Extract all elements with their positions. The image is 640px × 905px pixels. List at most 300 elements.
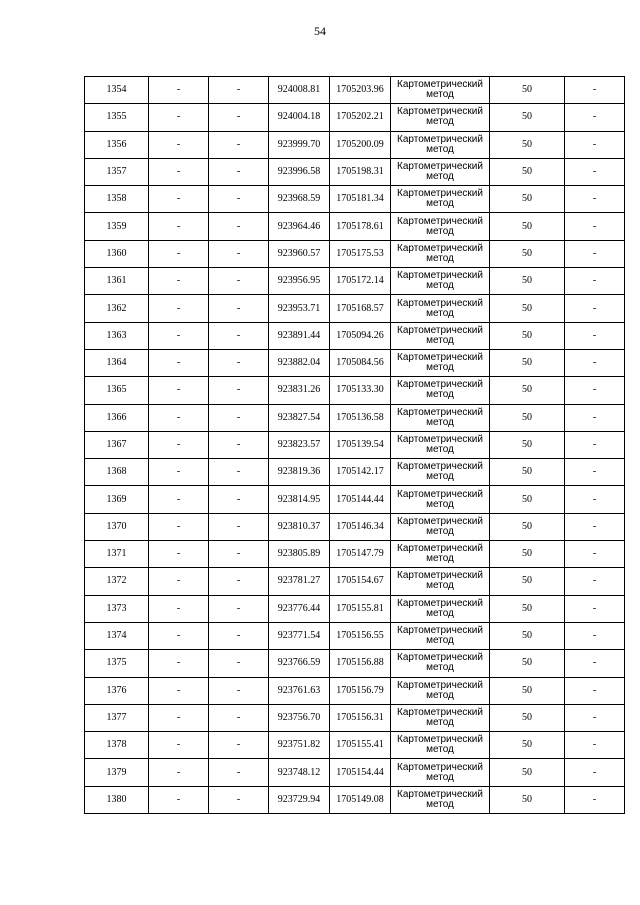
y-coordinate-cell: 1705142.17 (330, 459, 391, 486)
method-cell (391, 240, 490, 267)
accuracy-cell: 50 (490, 295, 565, 322)
method-label-line1: Картометрический (397, 597, 483, 609)
empty-cell: - (149, 541, 209, 568)
accuracy-cell: 50 (490, 486, 565, 513)
empty-cell: - (565, 131, 625, 158)
x-coordinate-cell: 923810.37 (269, 513, 330, 540)
empty-cell: - (149, 404, 209, 431)
empty-cell: - (209, 431, 269, 458)
empty-cell: - (209, 377, 269, 404)
method-label-line1: Картометрический (397, 406, 483, 418)
method-cell (391, 595, 490, 622)
accuracy-cell: 50 (490, 186, 565, 213)
y-coordinate-cell: 1705172.14 (330, 268, 391, 295)
accuracy-cell: 50 (490, 704, 565, 731)
table-row (85, 786, 625, 813)
empty-cell: - (149, 677, 209, 704)
accuracy-cell: 50 (490, 349, 565, 376)
table-row (85, 541, 625, 568)
empty-cell: - (149, 568, 209, 595)
method-cell (391, 622, 490, 649)
accuracy-cell: 50 (490, 677, 565, 704)
empty-cell: - (565, 486, 625, 513)
empty-cell: - (209, 295, 269, 322)
method-label-line1: Картометрический (397, 734, 483, 746)
empty-cell: - (149, 704, 209, 731)
empty-cell: - (209, 568, 269, 595)
y-coordinate-cell: 1705198.31 (330, 158, 391, 185)
empty-cell: - (209, 459, 269, 486)
method-cell (391, 431, 490, 458)
y-coordinate-cell: 1705146.34 (330, 513, 391, 540)
table-row (85, 268, 625, 295)
y-coordinate-cell: 1705178.61 (330, 213, 391, 240)
empty-cell: - (565, 650, 625, 677)
method-label-line2: метод (426, 389, 454, 401)
x-coordinate-cell: 924008.81 (269, 77, 330, 104)
empty-cell: - (565, 786, 625, 813)
method-cell (391, 404, 490, 431)
x-coordinate-cell: 923819.36 (269, 459, 330, 486)
point-number-cell: 1365 (85, 377, 149, 404)
empty-cell: - (565, 759, 625, 786)
empty-cell: - (209, 104, 269, 131)
method-label-line2: метод (426, 252, 454, 264)
y-coordinate-cell: 1705154.67 (330, 568, 391, 595)
table-row (85, 650, 625, 677)
x-coordinate-cell: 923996.58 (269, 158, 330, 185)
method-label-line1: Картометрический (397, 297, 483, 309)
y-coordinate-cell: 1705175.53 (330, 240, 391, 267)
empty-cell: - (565, 541, 625, 568)
point-number-cell: 1379 (85, 759, 149, 786)
empty-cell: - (209, 786, 269, 813)
table-row (85, 131, 625, 158)
accuracy-cell: 50 (490, 541, 565, 568)
empty-cell: - (565, 704, 625, 731)
point-number-cell: 1364 (85, 349, 149, 376)
point-number-cell: 1358 (85, 186, 149, 213)
method-cell (391, 677, 490, 704)
empty-cell: - (209, 732, 269, 759)
empty-cell: - (565, 322, 625, 349)
method-cell (391, 295, 490, 322)
x-coordinate-cell: 923891.44 (269, 322, 330, 349)
table-row (85, 104, 625, 131)
x-coordinate-cell: 923748.12 (269, 759, 330, 786)
method-cell (391, 158, 490, 185)
y-coordinate-cell: 1705156.79 (330, 677, 391, 704)
point-number-cell: 1361 (85, 268, 149, 295)
method-label-line2: метод (426, 89, 454, 101)
method-label-line1: Картометрический (397, 270, 483, 282)
empty-cell: - (149, 622, 209, 649)
point-number-cell: 1377 (85, 704, 149, 731)
table-row (85, 732, 625, 759)
method-label-line1: Картометрический (397, 706, 483, 718)
x-coordinate-cell: 923968.59 (269, 186, 330, 213)
coordinates-table (84, 76, 625, 814)
table-row (85, 213, 625, 240)
method-label-line1: Картометрический (397, 379, 483, 391)
y-coordinate-cell: 1705181.34 (330, 186, 391, 213)
table-row (85, 677, 625, 704)
empty-cell: - (565, 240, 625, 267)
accuracy-cell: 50 (490, 131, 565, 158)
method-label-line1: Картометрический (397, 133, 483, 145)
method-cell (391, 131, 490, 158)
point-number-cell: 1355 (85, 104, 149, 131)
accuracy-cell: 50 (490, 240, 565, 267)
empty-cell: - (149, 650, 209, 677)
empty-cell: - (209, 622, 269, 649)
page-number: 54 (314, 24, 326, 38)
method-label-line1: Картометрический (397, 434, 483, 445)
empty-cell: - (209, 240, 269, 267)
table-row (85, 377, 625, 404)
table-row (85, 186, 625, 213)
table-row (85, 459, 625, 486)
empty-cell: - (149, 322, 209, 349)
empty-cell: - (209, 268, 269, 295)
empty-cell: - (565, 158, 625, 185)
point-number-cell: 1372 (85, 568, 149, 595)
point-number-cell: 1354 (85, 77, 149, 104)
y-coordinate-cell: 1705202.21 (330, 104, 391, 131)
x-coordinate-cell: 923960.57 (269, 240, 330, 267)
method-cell (391, 759, 490, 786)
accuracy-cell: 50 (490, 622, 565, 649)
empty-cell: - (149, 268, 209, 295)
accuracy-cell: 50 (490, 77, 565, 104)
point-number-cell: 1369 (85, 486, 149, 513)
method-cell (391, 513, 490, 540)
accuracy-cell: 50 (490, 158, 565, 185)
method-cell (391, 704, 490, 731)
y-coordinate-cell: 1705200.09 (330, 131, 391, 158)
accuracy-cell: 50 (490, 513, 565, 540)
point-number-cell: 1371 (85, 541, 149, 568)
table-row (85, 295, 625, 322)
method-label-line2: метод (426, 771, 454, 783)
x-coordinate-cell: 923771.54 (269, 622, 330, 649)
method-cell (391, 268, 490, 295)
empty-cell: - (565, 595, 625, 622)
empty-cell: - (565, 732, 625, 759)
method-cell (391, 77, 490, 104)
point-number-cell: 1376 (85, 677, 149, 704)
empty-cell: - (149, 158, 209, 185)
accuracy-cell: 50 (490, 404, 565, 431)
point-number-cell: 1363 (85, 322, 149, 349)
method-label-line2: метод (426, 798, 454, 810)
table-row (85, 158, 625, 185)
x-coordinate-cell: 923823.57 (269, 431, 330, 458)
method-label-line2: метод (426, 580, 454, 592)
point-number-cell: 1367 (85, 431, 149, 458)
method-label-line1: Картометрический (397, 324, 483, 336)
method-label-line2: метод (426, 689, 454, 701)
accuracy-cell: 50 (490, 759, 565, 786)
x-coordinate-cell: 923964.46 (269, 213, 330, 240)
accuracy-cell: 50 (490, 431, 565, 458)
x-coordinate-cell: 923756.70 (269, 704, 330, 731)
method-label-line1: Картометрический (397, 788, 483, 800)
empty-cell: - (209, 704, 269, 731)
y-coordinate-cell: 1705084.56 (330, 349, 391, 376)
y-coordinate-cell: 1705154.44 (330, 759, 391, 786)
method-cell (391, 213, 490, 240)
empty-cell: - (209, 349, 269, 376)
method-label-line2: метод (426, 307, 454, 319)
method-cell (391, 186, 490, 213)
y-coordinate-cell: 1705168.57 (330, 295, 391, 322)
x-coordinate-cell: 923827.54 (269, 404, 330, 431)
empty-cell: - (149, 786, 209, 813)
empty-cell: - (209, 759, 269, 786)
y-coordinate-cell: 1705156.55 (330, 622, 391, 649)
x-coordinate-cell: 923882.04 (269, 349, 330, 376)
accuracy-cell: 50 (490, 568, 565, 595)
x-coordinate-cell: 923751.82 (269, 732, 330, 759)
empty-cell: - (149, 186, 209, 213)
x-coordinate-cell: 923956.95 (269, 268, 330, 295)
empty-cell: - (565, 295, 625, 322)
method-label-line1: Картометрический (397, 79, 483, 91)
x-coordinate-cell: 923814.95 (269, 486, 330, 513)
method-label-line2: метод (426, 716, 454, 728)
method-label-line1: Картометрический (397, 515, 483, 527)
y-coordinate-cell: 1705203.96 (330, 77, 391, 104)
method-label-line2: метод (426, 525, 454, 537)
empty-cell: - (565, 77, 625, 104)
point-number-cell: 1374 (85, 622, 149, 649)
y-coordinate-cell: 1705144.44 (330, 486, 391, 513)
table-body (85, 77, 625, 814)
table-row (85, 322, 625, 349)
x-coordinate-cell: 923953.71 (269, 295, 330, 322)
empty-cell: - (209, 595, 269, 622)
empty-cell: - (565, 349, 625, 376)
table-row (85, 404, 625, 431)
x-coordinate-cell: 923999.70 (269, 131, 330, 158)
point-number-cell: 1359 (85, 213, 149, 240)
method-label-line2: метод (426, 362, 454, 374)
empty-cell: - (149, 759, 209, 786)
empty-cell: - (565, 431, 625, 458)
method-cell (391, 349, 490, 376)
method-label-line1: Картометрический (397, 215, 483, 227)
x-coordinate-cell: 923766.59 (269, 650, 330, 677)
point-number-cell: 1357 (85, 158, 149, 185)
accuracy-cell: 50 (490, 459, 565, 486)
method-label-line1: Картометрический (397, 570, 483, 582)
empty-cell: - (149, 377, 209, 404)
empty-cell: - (149, 104, 209, 131)
empty-cell: - (149, 732, 209, 759)
method-cell (391, 322, 490, 349)
method-label-line1: Картометрический (397, 488, 483, 500)
y-coordinate-cell: 1705147.79 (330, 541, 391, 568)
x-coordinate-cell: 924004.18 (269, 104, 330, 131)
method-label-line2: метод (426, 471, 454, 483)
method-label-line1: Картометрический (397, 352, 483, 364)
method-label-line2: метод (426, 635, 454, 647)
method-label-line1: Картометрический (397, 625, 483, 637)
empty-cell: - (149, 486, 209, 513)
y-coordinate-cell: 1705133.30 (330, 377, 391, 404)
method-label-line1: Картометрический (397, 161, 483, 173)
method-label-line2: метод (426, 280, 454, 292)
point-number-cell: 1375 (85, 650, 149, 677)
method-label-line2: метод (426, 171, 454, 183)
table-row (85, 240, 625, 267)
accuracy-cell: 50 (490, 650, 565, 677)
empty-cell: - (209, 213, 269, 240)
method-label-line2: метод (426, 143, 454, 155)
empty-cell: - (149, 213, 209, 240)
table-row (85, 349, 625, 376)
method-label-line1: Картометрический (397, 761, 483, 773)
y-coordinate-cell: 1705136.58 (330, 404, 391, 431)
accuracy-cell: 50 (490, 786, 565, 813)
accuracy-cell: 50 (490, 104, 565, 131)
empty-cell: - (209, 486, 269, 513)
method-label-line2: метод (426, 553, 454, 565)
table-row (85, 595, 625, 622)
empty-cell: - (565, 377, 625, 404)
method-label-line2: метод (426, 607, 454, 619)
empty-cell: - (149, 77, 209, 104)
point-number-cell: 1356 (85, 131, 149, 158)
accuracy-cell: 50 (490, 322, 565, 349)
empty-cell: - (565, 459, 625, 486)
empty-cell: - (565, 104, 625, 131)
empty-cell: - (565, 622, 625, 649)
y-coordinate-cell: 1705155.81 (330, 595, 391, 622)
accuracy-cell: 50 (490, 595, 565, 622)
empty-cell: - (565, 186, 625, 213)
empty-cell: - (149, 295, 209, 322)
table-row (85, 513, 625, 540)
empty-cell: - (149, 349, 209, 376)
empty-cell: - (565, 268, 625, 295)
empty-cell: - (209, 541, 269, 568)
empty-cell: - (209, 131, 269, 158)
point-number-cell: 1366 (85, 404, 149, 431)
method-label-line1: Картометрический (397, 652, 483, 664)
empty-cell: - (209, 404, 269, 431)
empty-cell: - (209, 186, 269, 213)
method-cell (391, 377, 490, 404)
method-cell (391, 104, 490, 131)
method-cell (391, 486, 490, 513)
method-label-line2: метод (426, 662, 454, 674)
empty-cell: - (209, 322, 269, 349)
table-row (85, 77, 625, 104)
x-coordinate-cell: 923776.44 (269, 595, 330, 622)
point-number-cell: 1380 (85, 786, 149, 813)
method-label-line2: метод (426, 744, 454, 756)
point-number-cell: 1370 (85, 513, 149, 540)
table-row (85, 622, 625, 649)
table-row (85, 704, 625, 731)
accuracy-cell: 50 (490, 732, 565, 759)
empty-cell: - (149, 459, 209, 486)
point-number-cell: 1368 (85, 459, 149, 486)
empty-cell: - (209, 677, 269, 704)
accuracy-cell: 50 (490, 377, 565, 404)
method-label-line2: метод (426, 116, 454, 128)
x-coordinate-cell: 923831.26 (269, 377, 330, 404)
table-row (85, 431, 625, 458)
empty-cell: - (149, 431, 209, 458)
method-label-line1: Картометрический (397, 188, 483, 200)
y-coordinate-cell: 1705156.88 (330, 650, 391, 677)
method-cell (391, 541, 490, 568)
method-label-line2: метод (426, 498, 454, 510)
point-number-cell: 1360 (85, 240, 149, 267)
method-label-line2: метод (426, 444, 454, 455)
y-coordinate-cell: 1705156.31 (330, 704, 391, 731)
method-cell (391, 732, 490, 759)
point-number-cell: 1373 (85, 595, 149, 622)
empty-cell: - (149, 131, 209, 158)
empty-cell: - (565, 404, 625, 431)
empty-cell: - (565, 513, 625, 540)
table-row (85, 568, 625, 595)
method-cell (391, 650, 490, 677)
y-coordinate-cell: 1705149.08 (330, 786, 391, 813)
point-number-cell: 1362 (85, 295, 149, 322)
method-label-line1: Картометрический (397, 106, 483, 118)
y-coordinate-cell: 1705094.26 (330, 322, 391, 349)
accuracy-cell: 50 (490, 268, 565, 295)
empty-cell: - (565, 213, 625, 240)
method-label-line1: Картометрический (397, 461, 483, 473)
y-coordinate-cell: 1705155.41 (330, 732, 391, 759)
method-label-line2: метод (426, 334, 454, 346)
table-row (85, 759, 625, 786)
method-label-line2: метод (426, 225, 454, 237)
x-coordinate-cell: 923805.89 (269, 541, 330, 568)
empty-cell: - (209, 513, 269, 540)
method-label-line1: Картометрический (397, 543, 483, 555)
method-cell (391, 459, 490, 486)
accuracy-cell: 50 (490, 213, 565, 240)
method-cell (391, 786, 490, 813)
method-label-line2: метод (426, 416, 454, 428)
method-label-line1: Картометрический (397, 679, 483, 691)
point-number-cell: 1378 (85, 732, 149, 759)
x-coordinate-cell: 923729.94 (269, 786, 330, 813)
method-label-line2: метод (426, 198, 454, 210)
empty-cell: - (565, 677, 625, 704)
x-coordinate-cell: 923761.63 (269, 677, 330, 704)
empty-cell: - (149, 595, 209, 622)
table-row (85, 486, 625, 513)
empty-cell: - (209, 77, 269, 104)
empty-cell: - (209, 650, 269, 677)
empty-cell: - (149, 513, 209, 540)
empty-cell: - (149, 240, 209, 267)
method-label-line1: Картометрический (397, 242, 483, 254)
method-cell (391, 568, 490, 595)
empty-cell: - (565, 568, 625, 595)
empty-cell: - (209, 158, 269, 185)
x-coordinate-cell: 923781.27 (269, 568, 330, 595)
y-coordinate-cell: 1705139.54 (330, 431, 391, 458)
